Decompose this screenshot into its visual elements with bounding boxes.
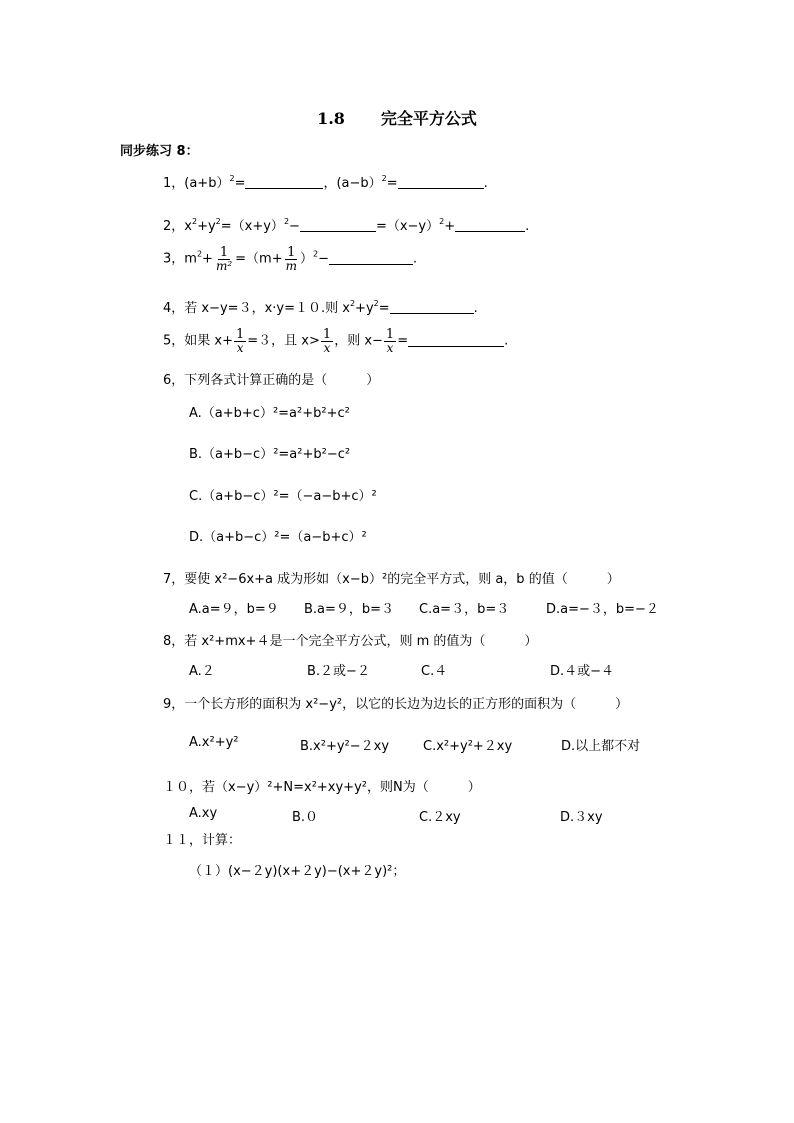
question-2: 2，$x^2+y^2=(x+y)^2- =(x-y)^2+$ . <box>163 217 530 234</box>
question-6-stem: 6，下列各式计算正确的是（ ） <box>163 373 380 388</box>
q6-option-c[interactable]: C.（a+b−c）²=（−a−b+c）² <box>189 489 377 504</box>
page-title <box>0 106 794 129</box>
answer-blank[interactable] <box>300 218 376 232</box>
question-11-stem: １１，计算： <box>163 833 242 848</box>
question-8-stem: 8，若 x²+mx+４是一个完全平方公式，则 m 的值为（ ） <box>163 634 538 649</box>
fraction: $\frac{1}{m}$ <box>285 245 297 273</box>
q10-option-b[interactable]: B.０ <box>292 810 319 825</box>
title-text: 完全平方公式 <box>380 109 477 128</box>
q9-option-c[interactable]: C.x²+y²+２xy <box>423 739 513 754</box>
q10-option-c[interactable]: C.２xy <box>419 810 461 825</box>
answer-blank[interactable] <box>390 300 474 314</box>
q6-option-d[interactable]: D.（a+b−c）²=（a−b+c）² <box>189 530 367 545</box>
section-heading: 同步练习 8： <box>120 144 199 159</box>
q7-option-d[interactable]: D.a=−３，b=−２ <box>546 602 659 617</box>
q8-option-c[interactable]: C.４ <box>421 664 448 679</box>
question-5: 5，如果 x+ $\frac{1}{x}$ =３，且 x> $\frac{1}{x}$ ，则 x− $\frac{1}{x}$ = . <box>163 327 509 355</box>
q9-option-b[interactable]: B.x²+y²−２xy <box>300 739 390 754</box>
answer-blank[interactable] <box>455 218 525 232</box>
q10-option-d[interactable]: D.３xy <box>560 810 603 825</box>
q7-option-c[interactable]: C.a=３，b=３ <box>419 602 510 617</box>
q9-option-d[interactable]: D.以上都不对 <box>561 739 641 754</box>
q6-option-b[interactable]: B.（a+b−c）²=a²+b²−c² <box>189 447 351 462</box>
answer-blank[interactable] <box>408 333 504 347</box>
question-4: 4，若 x−y=３，x·y=１０.则 $x^2+y^2=$ . <box>163 299 478 316</box>
q8-option-b[interactable]: B.２或−２ <box>307 664 370 679</box>
answer-blank[interactable] <box>398 175 484 189</box>
question-7-stem: 7，要使 x²−6x+a 成为形如（x−b）²的完全平方式，则 a，b 的值（ ） <box>163 572 620 587</box>
title-number: 1.8 <box>317 109 345 128</box>
q6-option-a[interactable]: A.（a+b+c）²=a²+b²+c² <box>189 406 350 421</box>
question-10-stem: １０，若（x−y）²+N=x²+xy+y²，则N为（ ） <box>163 780 481 795</box>
q7-option-a[interactable]: A.a=９，b=９ <box>189 602 279 617</box>
fraction: $\frac{1}{x}$ <box>236 327 245 355</box>
question-3: 3，$m^2+$ $\frac{1}{\text{m²}}$ =（m+ $\frac{1}{m}$ ）$^2$− . <box>163 245 418 273</box>
answer-blank[interactable] <box>329 251 413 265</box>
fraction: $\frac{1}{x}$ <box>322 327 332 355</box>
q7-option-b[interactable]: B.a=９，b=３ <box>304 602 395 617</box>
q10-option-a[interactable]: A.xy <box>189 806 218 821</box>
q8-option-a[interactable]: A.２ <box>189 664 215 679</box>
q9-option-a[interactable]: A.x²+y² <box>189 735 239 750</box>
fraction: $\frac{1}{x}$ <box>385 327 395 355</box>
question-1: 1，(a+b）$^2$= ，(a−b）$^2$= . <box>163 174 488 191</box>
question-9-stem: 9，一个长方形的面积为 x²−y²，以它的长边为边长的正方形的面积为（ ） <box>163 697 629 712</box>
q11-part-1: （１）(x−２y)(x+２y)−(x+２y)²； <box>189 864 406 879</box>
q8-option-d[interactable]: D.４或−４ <box>550 664 615 679</box>
answer-blank[interactable] <box>245 175 323 189</box>
fraction: $\frac{1}{\text{m²}}$ <box>215 245 233 273</box>
